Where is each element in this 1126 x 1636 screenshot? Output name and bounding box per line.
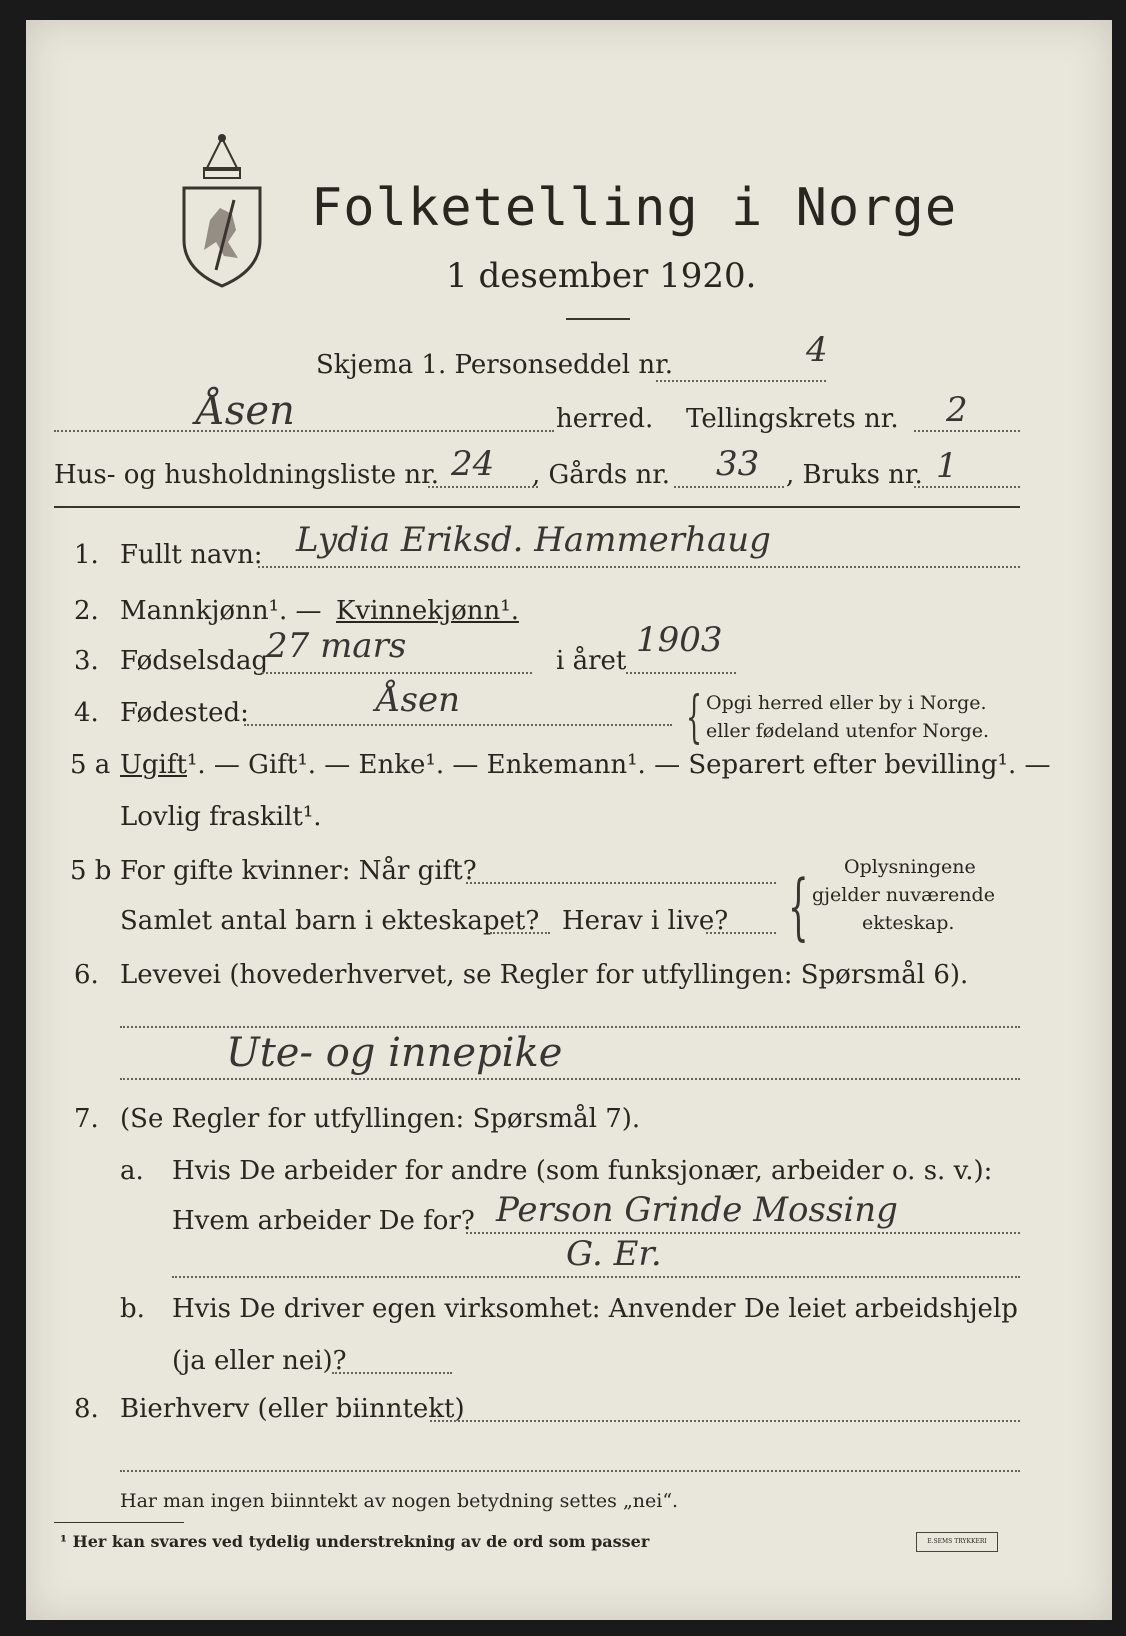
hus-dotline — [428, 486, 538, 488]
census-date: 1 desember 1920. — [446, 256, 757, 296]
q8-dotline-1 — [430, 1420, 1020, 1422]
q6-number: 6. — [74, 960, 99, 990]
title-divider — [566, 318, 630, 320]
q3-dotline — [262, 672, 532, 674]
q7b-letter: b. — [120, 1294, 145, 1324]
bierhverv-note: Har man ingen biinntekt av nogen betydning settes „nei“. — [120, 1490, 679, 1512]
schema-value[interactable]: 4 — [806, 330, 828, 370]
q7a-value-1[interactable]: Person Grinde Mossing — [496, 1190, 898, 1230]
q1-label: Fullt navn: — [120, 540, 263, 570]
q5b-note-2: gjelder nuværende — [812, 884, 995, 906]
gards-label: , Gårds nr. — [532, 460, 671, 490]
q5a-ugift[interactable]: Ugift — [120, 750, 187, 780]
q4-number: 4. — [74, 698, 99, 728]
q2-female[interactable]: Kvinnekjønn¹. — [336, 596, 519, 626]
herred-label: herred. — [556, 404, 654, 434]
q1-value[interactable]: Lydia Eriksd. Hammerhaug — [296, 520, 771, 560]
q3-value[interactable]: 27 mars — [266, 626, 407, 666]
bruks-label: , Bruks nr. — [786, 460, 923, 490]
q4-dotline — [244, 724, 672, 726]
q5b-note-1: Oplysningene — [844, 856, 976, 878]
census-form-sheet — [26, 20, 1112, 1620]
printer-stamp: E.SEMS TRYKKERI — [916, 1532, 998, 1552]
q7a-value-2[interactable]: G. Er. — [566, 1234, 662, 1274]
q3-number: 3. — [74, 646, 99, 676]
q7b-label-1: Hvis De driver egen virksomhet: Anvender De leiet arbeidshjelp — [172, 1294, 1018, 1324]
krets-value[interactable]: 2 — [946, 390, 968, 430]
q5b-label-married: For gifte kvinner: Når gift? — [120, 856, 477, 886]
krets-dotline — [914, 430, 1020, 432]
q5b-number: 5 b — [70, 856, 112, 886]
q6-dotline-1 — [120, 1026, 1020, 1028]
bruks-value[interactable]: 1 — [936, 446, 958, 486]
q7a-letter: a. — [120, 1156, 144, 1186]
herred-value[interactable]: Åsen — [196, 388, 295, 434]
q6-dotline-2 — [120, 1078, 1020, 1080]
footnote-rule — [54, 1522, 184, 1523]
q4-brace: { — [686, 685, 703, 750]
q7b-dotline — [332, 1372, 452, 1374]
q7-label: (Se Regler for utfyllingen: Spørsmål 7). — [120, 1104, 641, 1134]
q5b-label-children: Samlet antal barn i ekteskapet? — [120, 906, 540, 936]
q1-number: 1. — [74, 540, 99, 570]
bruks-dotline — [914, 486, 1020, 488]
q5b-brace: { — [788, 864, 809, 948]
q7b-label-2: (ja eller nei)? — [172, 1346, 347, 1376]
q3-year-value[interactable]: 1903 — [636, 620, 723, 660]
gards-dotline — [674, 486, 784, 488]
header-separator — [54, 506, 1020, 508]
q3-year-label: i året — [556, 646, 627, 676]
q4-value[interactable]: Åsen — [376, 680, 461, 720]
q4-note-2: eller fødeland utenfor Norge. — [706, 720, 990, 742]
q4-label: Fødested: — [120, 698, 249, 728]
q5a-number: 5 a — [70, 750, 111, 780]
q7-number: 7. — [74, 1104, 99, 1134]
q6-value[interactable]: Ute- og innepike — [226, 1030, 563, 1076]
q5b-note-3: ekteskap. — [862, 912, 955, 934]
q6-label: Levevei (hovederhvervet, se Regler for utfyllingen: Spørsmål 6). — [120, 960, 969, 990]
q8-number: 8. — [74, 1394, 99, 1424]
q3-year-dotline — [626, 672, 736, 674]
q5b-dotline-2 — [490, 932, 550, 934]
footnote: ¹ Her kan svares ved tydelig understrekning av de ord som passer — [60, 1532, 650, 1551]
q7a-dotline-1 — [466, 1232, 1020, 1234]
q7a-label-1: Hvis De arbeider for andre (som funksjonær, arbeider o. s. v.): — [172, 1156, 993, 1186]
q7a-label-2: Hvem arbeider De for? — [172, 1206, 475, 1236]
schema-label: Skjema 1. Personseddel nr. — [316, 350, 673, 380]
q1-dotline — [258, 566, 1020, 568]
q2-male[interactable]: Mannkjønn¹. — — [120, 596, 322, 626]
q5a-options — [120, 750, 1051, 780]
q8-label: Bierhverv (eller biinntekt) — [120, 1394, 465, 1424]
q5b-dotline-1 — [466, 882, 776, 884]
gards-value[interactable]: 33 — [716, 444, 760, 484]
q8-dotline-2 — [120, 1470, 1020, 1472]
hus-label: Hus- og husholdningsliste nr. — [54, 460, 440, 490]
q3-label: Fødselsdag — [120, 646, 269, 676]
coat-of-arms-icon — [176, 130, 268, 290]
q7a-dotline-2 — [172, 1276, 1020, 1278]
q2-number: 2. — [74, 596, 99, 626]
q5b-dotline-3 — [706, 932, 776, 934]
krets-label: Tellingskrets nr. — [686, 404, 899, 434]
schema-dotline — [656, 380, 826, 382]
q5a-line2[interactable]: Lovlig fraskilt¹. — [120, 802, 322, 832]
herred-dotline — [54, 430, 554, 432]
hus-value[interactable]: 24 — [451, 444, 495, 484]
q5b-label-alive: Herav i live? — [562, 906, 729, 936]
q4-note-1: Opgi herred eller by i Norge. — [706, 692, 987, 714]
form-title: Folketelling i Norge — [311, 178, 958, 238]
q5a-other-options[interactable]: ¹. — Gift¹. — Enke¹. — Enkemann¹. — Separert efter bevilling¹. — — [186, 750, 1051, 780]
